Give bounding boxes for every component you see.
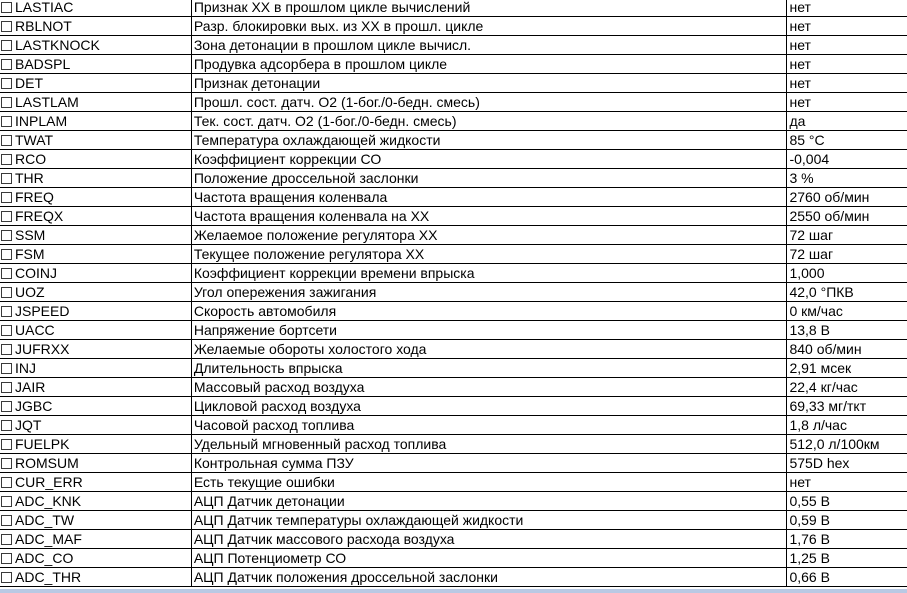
row-checkbox[interactable]	[1, 534, 12, 545]
param-description: Желаемые обороты холостого хода	[191, 340, 787, 359]
param-name: RCO	[15, 151, 47, 167]
row-checkbox[interactable]	[1, 154, 12, 165]
table-row[interactable]	[0, 492, 907, 511]
param-name-cell	[0, 397, 191, 416]
table-row[interactable]	[0, 454, 907, 473]
param-description: Признак XX в прошлом цикле вычислений	[191, 0, 787, 17]
row-checkbox[interactable]	[1, 192, 12, 203]
row-checkbox[interactable]	[1, 211, 12, 222]
param-name-cell	[0, 568, 191, 587]
param-name-cell	[0, 245, 191, 264]
param-name-cell	[0, 492, 191, 511]
param-name-cell	[0, 226, 191, 245]
param-description: Зона детонации в прошлом цикле вычисл.	[191, 36, 787, 55]
param-value: 22,4 кг/час	[787, 378, 907, 397]
table-row[interactable]	[0, 55, 907, 74]
param-name-cell	[0, 435, 191, 454]
param-name: ADC_CO	[15, 550, 74, 566]
param-name: JGBC	[15, 398, 53, 414]
param-value: 2760 об/мин	[787, 188, 907, 207]
param-name-cell	[0, 169, 191, 188]
param-description: Контрольная сумма ПЗУ	[191, 454, 787, 473]
param-name: DET	[15, 75, 43, 91]
param-value: 0,59 В	[787, 511, 907, 530]
param-value: 2,91 мсек	[787, 359, 907, 378]
param-name-cell	[0, 93, 191, 112]
param-value: 3 %	[787, 169, 907, 188]
param-name-cell	[0, 378, 191, 397]
table-row[interactable]	[0, 93, 907, 112]
table-row[interactable]	[0, 530, 907, 549]
param-name-cell	[0, 188, 191, 207]
table-row[interactable]	[0, 245, 907, 264]
param-description: Температура охлаждающей жидкости	[191, 131, 787, 150]
table-row[interactable]	[0, 150, 907, 169]
param-name: JQT	[15, 417, 42, 433]
param-name: JUFRXX	[15, 341, 70, 357]
param-description: Положение дроссельной заслонки	[191, 169, 787, 188]
param-description: АЦП Датчик массового расхода воздуха	[191, 530, 787, 549]
param-name-cell	[0, 416, 191, 435]
param-value: нет	[787, 74, 907, 93]
row-checkbox[interactable]	[1, 363, 12, 374]
table-row[interactable]	[0, 264, 907, 283]
param-name-cell	[0, 264, 191, 283]
table-row[interactable]	[0, 74, 907, 93]
param-name: SSM	[15, 227, 46, 243]
param-name: UOZ	[15, 284, 45, 300]
row-checkbox[interactable]	[1, 401, 12, 412]
param-value: 72 шаг	[787, 245, 907, 264]
param-name: JAIR	[15, 379, 46, 395]
param-description: Удельный мгновенный расход топлива	[191, 435, 787, 454]
table-row[interactable]	[0, 283, 907, 302]
param-description: Продувка адсорбера в прошлом цикле	[191, 55, 787, 74]
param-description: АЦП Потенциометр СО	[191, 549, 787, 568]
param-name: CUR_ERR	[15, 474, 83, 490]
param-description: Прошл. сост. датч. О2 (1-бог./0-бедн. смесь)	[191, 93, 787, 112]
param-name-cell	[0, 549, 191, 568]
row-checkbox[interactable]	[1, 268, 12, 279]
row-checkbox[interactable]	[1, 420, 12, 431]
param-name-cell	[0, 150, 191, 169]
table-row[interactable]	[0, 378, 907, 397]
param-name-cell	[0, 207, 191, 226]
param-description: АЦП Датчик температуры охлаждающей жидкости	[191, 511, 787, 530]
table-row[interactable]	[0, 112, 907, 131]
table-row[interactable]	[0, 0, 907, 17]
param-description: Желаемое положение регулятора XX	[191, 226, 787, 245]
param-name-cell	[0, 321, 191, 340]
row-checkbox[interactable]	[1, 382, 12, 393]
param-description: Скорость автомобиля	[191, 302, 787, 321]
param-name-cell	[0, 473, 191, 492]
param-value: нет	[787, 0, 907, 17]
table-row[interactable]	[0, 17, 907, 36]
row-checkbox[interactable]	[1, 249, 12, 260]
row-checkbox[interactable]	[1, 116, 12, 127]
row-checkbox[interactable]	[1, 59, 12, 70]
param-name: FSM	[15, 246, 45, 262]
row-checkbox[interactable]	[1, 40, 12, 51]
param-name: ADC_THR	[15, 569, 82, 585]
param-name: FREQX	[15, 208, 64, 224]
table-row[interactable]	[0, 169, 907, 188]
table-row[interactable]	[0, 416, 907, 435]
row-checkbox[interactable]	[1, 572, 12, 583]
param-name-cell	[0, 454, 191, 473]
row-checkbox[interactable]	[1, 458, 12, 469]
param-name-cell	[0, 340, 191, 359]
param-name-cell	[0, 511, 191, 530]
param-description: АЦП Датчик положения дроссельной заслонки	[191, 568, 787, 587]
param-value: -0,004	[787, 150, 907, 169]
row-checkbox[interactable]	[1, 78, 12, 89]
param-name: BADSPL	[15, 56, 71, 72]
param-value: 1,000	[787, 264, 907, 283]
row-checkbox[interactable]	[1, 344, 12, 355]
row-checkbox[interactable]	[1, 515, 12, 526]
param-value: 0 км/час	[787, 302, 907, 321]
table-row[interactable]	[0, 549, 907, 568]
param-name-cell	[0, 74, 191, 93]
param-value: 85 °C	[787, 131, 907, 150]
param-value: 13,8 В	[787, 321, 907, 340]
param-value: 42,0 °ПКВ	[787, 283, 907, 302]
row-checkbox[interactable]	[1, 230, 12, 241]
param-description: Признак детонации	[191, 74, 787, 93]
table-row[interactable]	[0, 397, 907, 416]
table-row[interactable]	[0, 435, 907, 454]
param-description: Текущее положение регулятора XX	[191, 245, 787, 264]
param-value: 2550 об/мин	[787, 207, 907, 226]
param-description: Угол опережения зажигания	[191, 283, 787, 302]
row-checkbox[interactable]	[1, 306, 12, 317]
table-row[interactable]	[0, 321, 907, 340]
param-value: 0,55 В	[787, 492, 907, 511]
param-name-cell	[0, 302, 191, 321]
param-description: Массовый расход воздуха	[191, 378, 787, 397]
param-value: 575D hex	[787, 454, 907, 473]
param-name-cell	[0, 359, 191, 378]
param-value: 840 об/мин	[787, 340, 907, 359]
row-checkbox[interactable]	[1, 97, 12, 108]
table-row[interactable]	[0, 340, 907, 359]
param-name: LASTLAM	[15, 94, 79, 110]
row-checkbox[interactable]	[1, 496, 12, 507]
param-value: нет	[787, 473, 907, 492]
param-name-cell	[0, 36, 191, 55]
param-name: THR	[15, 170, 44, 186]
param-description: Частота вращения коленвала	[191, 188, 787, 207]
table-row[interactable]	[0, 568, 907, 587]
param-value: 69,33 мг/ткт	[787, 397, 907, 416]
param-description: Есть текущие ошибки	[191, 473, 787, 492]
param-name: INJ	[15, 360, 36, 376]
param-description: АЦП Датчик детонации	[191, 492, 787, 511]
param-name: UACC	[15, 322, 55, 338]
table-row[interactable]	[0, 36, 907, 55]
row-checkbox[interactable]	[1, 135, 12, 146]
row-checkbox[interactable]	[1, 477, 12, 488]
param-description: Коэффициент коррекции времени впрыска	[191, 264, 787, 283]
param-value: 0,66 В	[787, 568, 907, 587]
param-description: Частота вращения коленвала на XX	[191, 207, 787, 226]
param-description: Тек. сост. датч. О2 (1-бог./0-бедн. смесь)	[191, 112, 787, 131]
row-checkbox[interactable]	[1, 439, 12, 450]
param-name-cell	[0, 0, 191, 17]
param-description: Часовой расход топлива	[191, 416, 787, 435]
param-value: нет	[787, 93, 907, 112]
param-value: 512,0 л/100км	[787, 435, 907, 454]
param-name-cell	[0, 55, 191, 74]
param-name: LASTKNOCK	[15, 37, 100, 53]
param-value: 72 шаг	[787, 226, 907, 245]
param-name: ADC_TW	[15, 512, 75, 528]
table-row[interactable]	[0, 473, 907, 492]
param-name-cell	[0, 283, 191, 302]
param-description: Напряжение бортсети	[191, 321, 787, 340]
row-checkbox[interactable]	[1, 325, 12, 336]
table-row[interactable]	[0, 131, 907, 150]
table-row[interactable]	[0, 359, 907, 378]
param-description: Разр. блокировки вых. из XX в прошл. цикле	[191, 17, 787, 36]
param-value: нет	[787, 17, 907, 36]
param-description: Коэффициент коррекции СО	[191, 150, 787, 169]
param-description: Длительность впрыска	[191, 359, 787, 378]
param-name: RBLNOT	[15, 18, 72, 34]
row-checkbox[interactable]	[1, 21, 12, 32]
param-name: TWAT	[15, 132, 54, 148]
param-value: нет	[787, 36, 907, 55]
param-value: 1,25 В	[787, 549, 907, 568]
param-name-cell	[0, 17, 191, 36]
row-checkbox[interactable]	[1, 2, 12, 13]
param-name-cell	[0, 112, 191, 131]
table-row[interactable]	[0, 302, 907, 321]
param-name: ROMSUM	[15, 455, 79, 471]
param-name: ADC_KNK	[15, 493, 82, 509]
row-checkbox[interactable]	[1, 173, 12, 184]
bottom-scroll-edge	[0, 589, 907, 593]
row-checkbox[interactable]	[1, 287, 12, 298]
table-row[interactable]	[0, 207, 907, 226]
param-value: 1,8 л/час	[787, 416, 907, 435]
param-description: Цикловой расход воздуха	[191, 397, 787, 416]
table-row[interactable]	[0, 188, 907, 207]
param-name: COINJ	[15, 265, 57, 281]
param-name-cell	[0, 131, 191, 150]
param-name: INPLAM	[15, 113, 68, 129]
param-name-cell	[0, 530, 191, 549]
param-name: LASTIAC	[15, 0, 74, 15]
param-value: нет	[787, 55, 907, 74]
row-checkbox[interactable]	[1, 553, 12, 564]
param-name: FREQ	[15, 189, 54, 205]
param-name: ADC_MAF	[15, 531, 82, 547]
param-name: JSPEED	[15, 303, 70, 319]
param-value: да	[787, 112, 907, 131]
table-row[interactable]	[0, 226, 907, 245]
param-name: FUELPK	[15, 436, 70, 452]
param-value: 1,76 В	[787, 530, 907, 549]
table-row[interactable]	[0, 511, 907, 530]
